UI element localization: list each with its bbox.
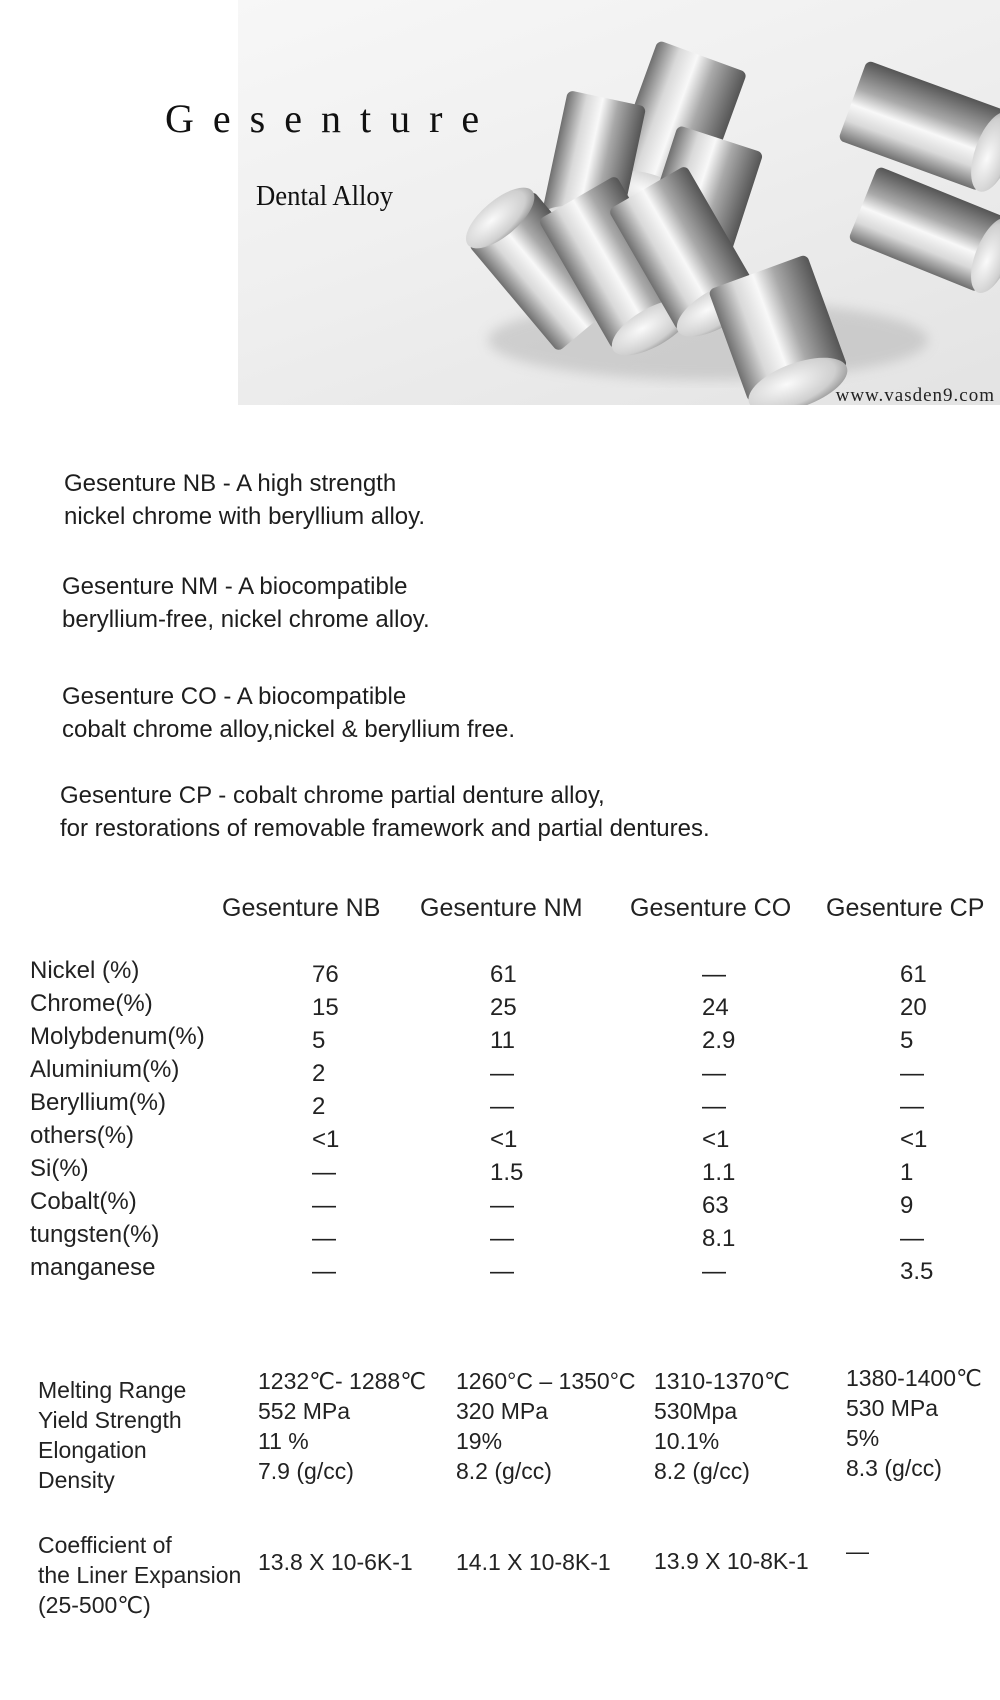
table-cell: 61	[490, 961, 517, 988]
table-cell: 61	[900, 961, 927, 988]
expansion-value-nm: 14.1 X 10-8K-1	[456, 1549, 611, 1575]
table-cell: —	[702, 1258, 726, 1285]
table-cell: 5	[312, 1027, 326, 1054]
description-line: Gesenture CP - cobalt chrome partial denture alloy,	[60, 782, 605, 809]
expansion-label	[38, 1530, 241, 1620]
description-line: cobalt chrome alloy,nickel & beryllium free.	[62, 716, 516, 743]
properties-cp	[846, 1363, 982, 1483]
row-label: others(%)	[30, 1122, 135, 1149]
description-line: beryllium-free, nickel chrome alloy.	[62, 606, 430, 633]
table-cell: 9	[900, 1192, 914, 1219]
property-value: 8.2 (g/cc)	[654, 1458, 750, 1484]
table-cell: 8.1	[702, 1225, 736, 1252]
table-cell: <1	[312, 1126, 340, 1153]
table-cell: 20	[900, 994, 927, 1021]
table-cell: —	[900, 1093, 924, 1120]
table-cell: —	[490, 1060, 514, 1087]
property-value: 1380-1400℃	[846, 1365, 982, 1391]
table-cell: —	[490, 1093, 514, 1120]
property-value: 7.9 (g/cc)	[258, 1458, 354, 1484]
property-value: 320 MPa	[456, 1398, 549, 1424]
table-cell: 15	[312, 994, 339, 1021]
table-cell: 25	[490, 994, 517, 1021]
table-cell: —	[312, 1258, 336, 1285]
description-line: Gesenture NB - A high strength	[64, 470, 397, 497]
row-label: Chrome(%)	[30, 990, 153, 1017]
website-url[interactable]: www.vasden9.com	[835, 385, 995, 406]
property-value: 5%	[846, 1425, 880, 1451]
column-header: Gesenture NM	[420, 894, 583, 922]
brand-subtitle: Dental Alloy	[256, 180, 394, 212]
table-cell: —	[312, 1225, 336, 1252]
table-cell: <1	[702, 1126, 730, 1153]
table-cell: 2	[312, 1093, 326, 1120]
description-nb	[64, 467, 425, 533]
table-cell: 24	[702, 994, 729, 1021]
property-value: 8.3 (g/cc)	[846, 1455, 942, 1481]
row-label: Beryllium(%)	[30, 1089, 167, 1116]
description-cp	[60, 779, 710, 845]
table-cell: 3.5	[900, 1258, 934, 1285]
table-cell: —	[312, 1159, 336, 1186]
property-label: Density	[38, 1467, 115, 1493]
column-header: Gesenture NB	[222, 894, 381, 922]
column-header: Gesenture CO	[630, 894, 792, 922]
table-cell: —	[312, 1192, 336, 1219]
expansion-value-co: 13.9 X 10-8K-1	[654, 1548, 809, 1574]
column-header: Gesenture CP	[826, 894, 985, 922]
property-label: Melting Range	[38, 1377, 187, 1403]
table-cell: 2	[312, 1060, 326, 1087]
table-cell: —	[702, 961, 726, 988]
table-cell: 1	[900, 1159, 914, 1186]
description-nm	[62, 570, 430, 636]
property-label: Yield Strength	[38, 1407, 182, 1433]
property-label: Elongation	[38, 1437, 147, 1463]
property-value: 1260°C – 1350°C	[456, 1368, 636, 1394]
property-value: 1232℃- 1288℃	[258, 1368, 427, 1394]
table-cell: —	[490, 1225, 514, 1252]
properties-nm	[456, 1366, 636, 1486]
property-value: 10.1%	[654, 1428, 720, 1454]
property-value: 8.2 (g/cc)	[456, 1458, 552, 1484]
table-cell: 2.9	[702, 1027, 736, 1054]
properties-co	[654, 1366, 790, 1486]
row-label: manganese	[30, 1254, 156, 1281]
expansion-value-nb: 13.8 X 10-6K-1	[258, 1549, 413, 1575]
table-cell: 11	[490, 1027, 515, 1054]
property-value: 1310-1370℃	[654, 1368, 790, 1394]
property-value: 11 %	[258, 1428, 309, 1454]
description-line: Gesenture NM - A biocompatible	[62, 573, 408, 600]
table-cell: —	[900, 1060, 924, 1087]
description-line: Gesenture CO - A biocompatible	[62, 683, 407, 710]
table-cell: <1	[900, 1126, 928, 1153]
table-cell: —	[490, 1192, 514, 1219]
table-cell: —	[900, 1225, 924, 1252]
table-cell: 1.1	[702, 1159, 736, 1186]
description-line: for restorations of removable framework and partial dentures.	[60, 815, 710, 842]
row-label: Molybdenum(%)	[30, 1023, 205, 1050]
description-co	[62, 680, 515, 746]
expansion-label-line: the Liner Expansion	[38, 1562, 242, 1588]
table-cell: —	[702, 1060, 726, 1087]
table-cell: —	[490, 1258, 514, 1285]
property-value: 19%	[456, 1428, 503, 1454]
table-cell: 76	[312, 961, 339, 988]
table-cell: 1.5	[490, 1159, 524, 1186]
row-label: Cobalt(%)	[30, 1188, 137, 1215]
row-label: Si(%)	[30, 1155, 89, 1182]
table-cell: 63	[702, 1192, 729, 1219]
brand-title: Gesenture	[165, 96, 499, 141]
row-label: tungsten(%)	[30, 1221, 160, 1248]
expansion-value-cp: —	[846, 1538, 869, 1564]
expansion-label-line: Coefficient of	[38, 1532, 172, 1558]
property-value: 530Mpa	[654, 1398, 738, 1424]
property-value: 530 MPa	[846, 1395, 939, 1421]
row-label: Aluminium(%)	[30, 1056, 180, 1083]
properties-labels	[38, 1375, 186, 1495]
table-cell: <1	[490, 1126, 518, 1153]
description-line: nickel chrome with beryllium alloy.	[64, 503, 426, 530]
property-value: 552 MPa	[258, 1398, 351, 1424]
expansion-label-line: (25-500℃)	[38, 1592, 151, 1618]
row-label: Nickel (%)	[30, 957, 140, 984]
table-cell: 5	[900, 1027, 914, 1054]
properties-nb	[258, 1366, 426, 1486]
table-cell: —	[702, 1093, 726, 1120]
